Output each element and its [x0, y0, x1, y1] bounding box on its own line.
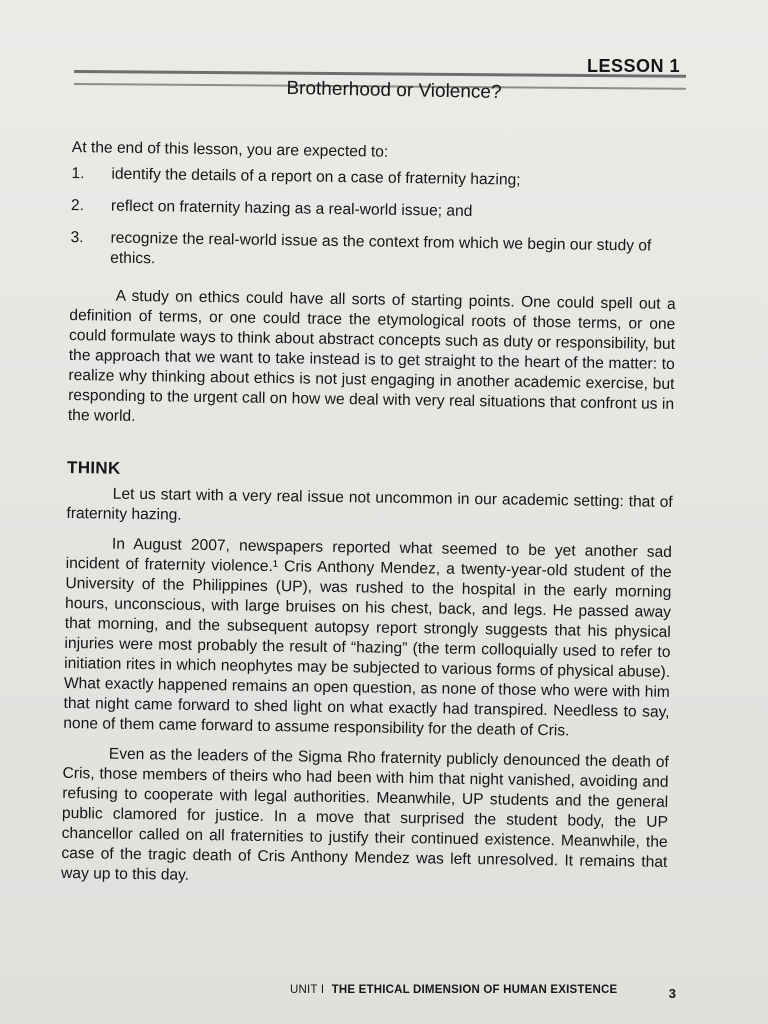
- think-paragraph-3: Even as the leaders of the Sigma Rho fraternity publicly denounced the death of Cris, those members of theirs who had been with him that night vanished, avoiding and refusing to cooperate with legal authorities. Meanwhile, UP students and the general public clamored for justice. In a move that surprised the student body, the UP chancellor called on all fraternities to justify their continued existence. Meanwhile, the case of the tragic death of Cris Anthony Mendez was left unresolved. It remains that way up to this day.: [60, 745, 669, 884]
- intro-paragraph: A study on ethics could have all sorts of starting points. One could spell out a definition of terms, or one could trace the etymological roots of those terms, or one could formulate ways to think about abstract concepts such as duty or responsibility, but the approach that we want to take instead is to get straight to the heart of the matter: to realize why thinking about ethics is not just engaging in another academic exercise, but responding to the urgent call on how we deal with very real situations that confront us in the world.: [67, 287, 676, 425]
- think-paragraph-2: In August 2007, newspapers reported what seemed to be yet another sad incident of fraternity violence.¹ Cris Anthony Mendez, a twenty-year-old student of the University of the Philippines (UP), was rushed to the hospital in the early morning hours, unconscious, with large bruises on his chest, back, and legs. He passed away that morning, and the subsequent autopsy report strongly suggests that his physical injuries were most probably the result of “hazing” (the term colloquially used to refer to initiation rites in which neophytes may be subjected to various forms of physical abuse). What exactly happened remains an open question, as none of those who were with him that night came forward to shed light on what exactly had transpired. Needless to say, none of them came forward to assume responsibility for the death of Cris.: [63, 535, 673, 740]
- objective-item: [71, 164, 677, 193]
- objective-text: recognize the real-world issue as the context from which we begin our study of ethics.: [110, 229, 652, 268]
- objective-number: 1.: [71, 164, 85, 183]
- objective-text: identify the details of a report on a case of fraternity hazing;: [111, 165, 521, 189]
- objective-item: [70, 228, 677, 277]
- objective-item: [71, 196, 677, 225]
- page-footer: [290, 984, 617, 996]
- objective-number: 3.: [70, 228, 84, 247]
- think-paragraph-1: Let us start with a very real issue not uncommon in our academic setting: that of fraternity hazing.: [66, 485, 673, 524]
- objective-text: reflect on fraternity hazing as a real-world issue; and: [110, 197, 473, 220]
- lesson-label: LESSON 1: [586, 56, 680, 76]
- objective-number: 2.: [70, 196, 85, 215]
- lesson-title: Brotherhood or Violence?: [286, 77, 502, 104]
- footer-title: THE ETHICAL DIMENSION OF HUMAN EXISTENCE: [331, 984, 618, 996]
- lesson-content: [61, 138, 678, 903]
- think-heading: THINK: [66, 457, 121, 478]
- objectives-intro: At the end of this lesson, you are expected to:: [71, 138, 389, 161]
- footer-unit: UNIT I: [290, 984, 325, 996]
- objectives-list: [70, 164, 677, 277]
- page-number: 3: [668, 986, 676, 1001]
